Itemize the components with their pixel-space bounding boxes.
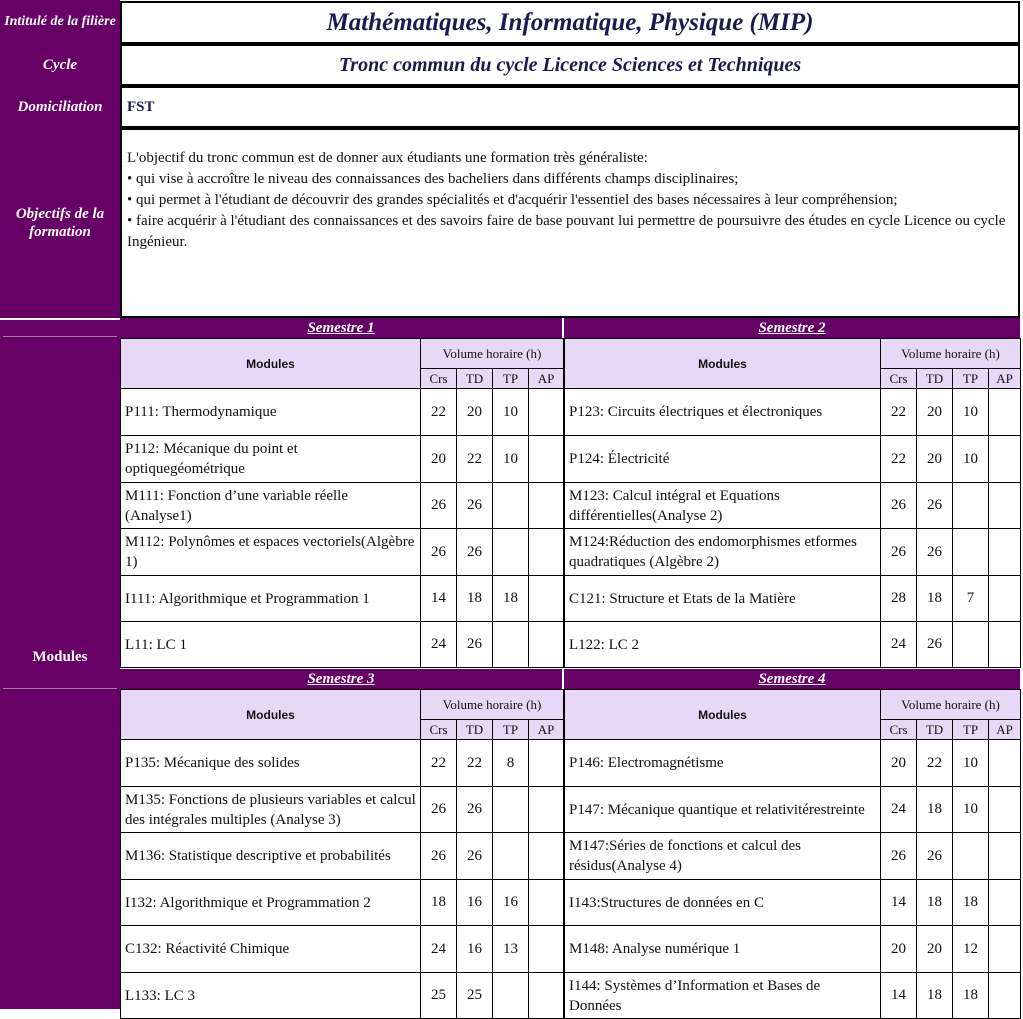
module-ap-hours [989, 973, 1021, 1019]
crs-column-header: Crs [421, 720, 457, 740]
module-td-hours: 22 [457, 436, 493, 483]
tp-column-header: TP [493, 720, 529, 740]
module-tp-hours [493, 529, 529, 576]
objectifs-bullet-2: • qui permet à l'étudiant de découvrir des grandes spécialités et d'acquérir l'essentiel des bases nécessaires à leur compréhension; [127, 192, 898, 208]
ap-column-header: AP [529, 369, 564, 389]
tp-column-header: TP [953, 369, 989, 389]
semester-4-header: Semestre 4 [564, 669, 1020, 689]
ap-column-header: AP [529, 720, 564, 740]
module-name: M147:Séries de fonctions et calcul des résidus(Analyse 4) [565, 833, 881, 880]
module-tp-hours: 10 [493, 389, 529, 436]
module-ap-hours [989, 436, 1021, 483]
module-row [565, 622, 1021, 668]
module-ap-hours [529, 529, 564, 576]
module-tp-hours: 18 [953, 973, 989, 1019]
module-td-hours: 20 [917, 926, 953, 973]
module-tp-hours: 10 [953, 389, 989, 436]
module-row [565, 833, 1021, 880]
module-name: I111: Algorithmique et Programmation 1 [121, 576, 421, 622]
ap-column-header: AP [989, 369, 1021, 389]
module-ap-hours [529, 740, 564, 787]
domiciliation-label: Domiciliation [3, 88, 117, 126]
module-ap-hours [989, 926, 1021, 973]
module-td-hours: 25 [457, 973, 493, 1019]
crs-column-header: Crs [421, 369, 457, 389]
module-row [121, 740, 564, 787]
module-row [121, 622, 564, 668]
semester-1-header: Semestre 1 [120, 318, 562, 338]
module-td-hours: 26 [917, 483, 953, 529]
semester-3-header: Semestre 3 [120, 669, 562, 689]
objectifs-bullet-3: • faire acquérir à l'étudiant des connaissances et des savoirs faire de base pouvant lui permettre de poursuivre des études en cycle Licence ou cycle Ingénieur. [127, 213, 1006, 250]
module-crs-hours: 14 [881, 973, 917, 1019]
module-crs-hours: 25 [421, 973, 457, 1019]
module-td-hours: 22 [457, 740, 493, 787]
module-tp-hours [493, 483, 529, 529]
module-name: P147: Mécanique quantique et relativitérestreinte [565, 787, 881, 833]
module-td-hours: 18 [917, 576, 953, 622]
module-row [121, 973, 564, 1019]
module-name: M124:Réduction des endomorphismes etformes quadratiques (Algèbre 2) [565, 529, 881, 576]
module-ap-hours [989, 880, 1021, 926]
module-crs-hours: 18 [421, 880, 457, 926]
module-ap-hours [989, 483, 1021, 529]
module-td-hours: 18 [457, 576, 493, 622]
tp-column-header: TP [953, 720, 989, 740]
module-name: M136: Statistique descriptive et probabilités [121, 833, 421, 880]
crs-column-header: Crs [881, 369, 917, 389]
module-td-hours: 20 [457, 389, 493, 436]
module-tp-hours: 10 [953, 740, 989, 787]
module-crs-hours: 24 [881, 622, 917, 668]
filiere-label: Intitulé de la filière [3, 2, 117, 43]
module-crs-hours: 26 [421, 483, 457, 529]
module-row [121, 483, 564, 529]
module-row [121, 833, 564, 880]
header-row [121, 339, 564, 369]
module-name: P135: Mécanique des solides [121, 740, 421, 787]
section-divider-thin [3, 336, 117, 337]
module-row [565, 389, 1021, 436]
module-crs-hours: 20 [881, 740, 917, 787]
module-row [565, 926, 1021, 973]
module-tp-hours [953, 622, 989, 668]
modules-column-header: Modules [565, 690, 881, 740]
module-row [121, 926, 564, 973]
module-tp-hours [493, 973, 529, 1019]
module-tp-hours [493, 833, 529, 880]
module-crs-hours: 20 [881, 926, 917, 973]
module-tp-hours: 8 [493, 740, 529, 787]
module-crs-hours: 26 [421, 833, 457, 880]
module-td-hours: 26 [457, 529, 493, 576]
module-crs-hours: 22 [421, 389, 457, 436]
module-crs-hours: 24 [421, 622, 457, 668]
module-name: L11: LC 1 [121, 622, 421, 668]
semester-1-table [120, 338, 564, 668]
module-ap-hours [989, 529, 1021, 576]
section-divider-thin-2 [3, 688, 117, 689]
module-ap-hours [529, 436, 564, 483]
crs-column-header: Crs [881, 720, 917, 740]
module-ap-hours [529, 389, 564, 436]
module-tp-hours [953, 833, 989, 880]
module-row [565, 740, 1021, 787]
module-td-hours: 16 [457, 880, 493, 926]
module-crs-hours: 24 [881, 787, 917, 833]
module-ap-hours [529, 926, 564, 973]
tp-column-header: TP [493, 369, 529, 389]
module-row [565, 880, 1021, 926]
module-tp-hours: 18 [493, 576, 529, 622]
module-row [565, 576, 1021, 622]
cycle-value: Tronc commun du cycle Licence Sciences et Techniques [120, 44, 1020, 86]
module-crs-hours: 28 [881, 576, 917, 622]
module-name: L133: LC 3 [121, 973, 421, 1019]
module-ap-hours [989, 787, 1021, 833]
semester-2-header: Semestre 2 [564, 318, 1020, 338]
td-column-header: TD [457, 369, 493, 389]
header-row [565, 339, 1021, 369]
module-td-hours: 20 [917, 389, 953, 436]
module-crs-hours: 22 [881, 389, 917, 436]
module-row [121, 389, 564, 436]
module-crs-hours: 26 [881, 529, 917, 576]
module-tp-hours: 18 [953, 880, 989, 926]
module-td-hours: 26 [917, 833, 953, 880]
module-crs-hours: 14 [881, 880, 917, 926]
module-td-hours: 18 [917, 973, 953, 1019]
volume-horaire-header: Volume horaire (h) [421, 339, 564, 369]
module-td-hours: 26 [917, 622, 953, 668]
module-name: P111: Thermodynamique [121, 389, 421, 436]
module-ap-hours [989, 740, 1021, 787]
header-row [565, 690, 1021, 720]
module-crs-hours: 22 [421, 740, 457, 787]
volume-horaire-header: Volume horaire (h) [881, 339, 1021, 369]
module-td-hours: 26 [457, 622, 493, 668]
module-name: M112: Polynômes et espaces vectoriels(Algèbre 1) [121, 529, 421, 576]
module-ap-hours [529, 787, 564, 833]
module-name: C121: Structure et Etats de la Matière [565, 576, 881, 622]
objectifs-box [120, 128, 1020, 318]
module-tp-hours: 7 [953, 576, 989, 622]
objectifs-bullet-1: • qui vise à accroître le niveau des connaissances des bacheliers dans différents champs disciplinaires; [127, 171, 739, 187]
module-tp-hours [493, 622, 529, 668]
module-name: M148: Analyse numérique 1 [565, 926, 881, 973]
module-name: C132: Réactivité Chimique [121, 926, 421, 973]
td-column-header: TD [917, 369, 953, 389]
module-td-hours: 16 [457, 926, 493, 973]
module-td-hours: 26 [457, 483, 493, 529]
module-name: I132: Algorithmique et Programmation 2 [121, 880, 421, 926]
modules-column-header: Modules [121, 690, 421, 740]
module-row [121, 529, 564, 576]
module-row [121, 787, 564, 833]
module-td-hours: 20 [917, 436, 953, 483]
module-row [565, 436, 1021, 483]
module-crs-hours: 24 [421, 926, 457, 973]
semester-2-table [564, 338, 1021, 668]
module-ap-hours [529, 622, 564, 668]
header-row [121, 690, 564, 720]
module-name: P124: Électricité [565, 436, 881, 483]
module-row [121, 576, 564, 622]
domiciliation-value: FST [120, 86, 1020, 128]
ap-column-header: AP [989, 720, 1021, 740]
module-name: M135: Fonctions de plusieurs variables et calcul des intégrales multiples (Analyse 3) [121, 787, 421, 833]
modules-column-header: Modules [565, 339, 881, 389]
module-row [565, 529, 1021, 576]
module-row [121, 436, 564, 483]
module-tp-hours: 10 [493, 436, 529, 483]
semester-3-table [120, 689, 564, 1019]
objectifs-label: Objectifs de la formation [3, 130, 117, 316]
module-name: P112: Mécanique du point et optiquegéométrique [121, 436, 421, 483]
module-td-hours: 26 [457, 833, 493, 880]
module-crs-hours: 26 [421, 529, 457, 576]
module-crs-hours: 26 [421, 787, 457, 833]
objectifs-intro: L'objectif du tronc commun est de donner aux étudiants une formation très généraliste: [127, 150, 648, 166]
module-name: I144: Systèmes d’Information et Bases de Données [565, 973, 881, 1019]
module-name: M123: Calcul intégral et Equations différentielles(Analyse 2) [565, 483, 881, 529]
cycle-label: Cycle [3, 46, 117, 84]
module-crs-hours: 22 [881, 436, 917, 483]
module-td-hours: 18 [917, 787, 953, 833]
module-tp-hours [953, 483, 989, 529]
module-ap-hours [529, 483, 564, 529]
module-name: I143:Structures de données en C [565, 880, 881, 926]
volume-horaire-header: Volume horaire (h) [881, 690, 1021, 720]
module-row [565, 787, 1021, 833]
module-tp-hours: 12 [953, 926, 989, 973]
module-name: L122: LC 2 [565, 622, 881, 668]
module-crs-hours: 20 [421, 436, 457, 483]
module-ap-hours [989, 622, 1021, 668]
module-name: P146: Electromagnétisme [565, 740, 881, 787]
module-row [565, 483, 1021, 529]
modules-label: Modules [32, 649, 88, 665]
module-td-hours: 22 [917, 740, 953, 787]
module-ap-hours [529, 833, 564, 880]
module-ap-hours [529, 973, 564, 1019]
module-crs-hours: 26 [881, 833, 917, 880]
module-td-hours: 26 [917, 529, 953, 576]
module-tp-hours: 13 [493, 926, 529, 973]
modules-column-header: Modules [121, 339, 421, 389]
module-ap-hours [989, 833, 1021, 880]
semester-4-table [564, 689, 1021, 1019]
module-tp-hours: 10 [953, 436, 989, 483]
module-ap-hours [529, 880, 564, 926]
module-row [121, 880, 564, 926]
module-crs-hours: 26 [881, 483, 917, 529]
module-td-hours: 26 [457, 787, 493, 833]
module-ap-hours [529, 576, 564, 622]
module-tp-hours [953, 529, 989, 576]
module-tp-hours: 10 [953, 787, 989, 833]
program-title: Mathématiques, Informatique, Physique (MIP) [120, 1, 1020, 44]
module-tp-hours [493, 787, 529, 833]
td-column-header: TD [457, 720, 493, 740]
td-column-header: TD [917, 720, 953, 740]
module-ap-hours [989, 576, 1021, 622]
module-crs-hours: 14 [421, 576, 457, 622]
module-name: P123: Circuits électriques et électroniques [565, 389, 881, 436]
volume-horaire-header: Volume horaire (h) [421, 690, 564, 720]
module-name: M111: Fonction d’une variable réelle (Analyse1) [121, 483, 421, 529]
module-td-hours: 18 [917, 880, 953, 926]
module-ap-hours [989, 389, 1021, 436]
section-divider [0, 318, 120, 320]
module-tp-hours: 16 [493, 880, 529, 926]
module-row [565, 973, 1021, 1019]
